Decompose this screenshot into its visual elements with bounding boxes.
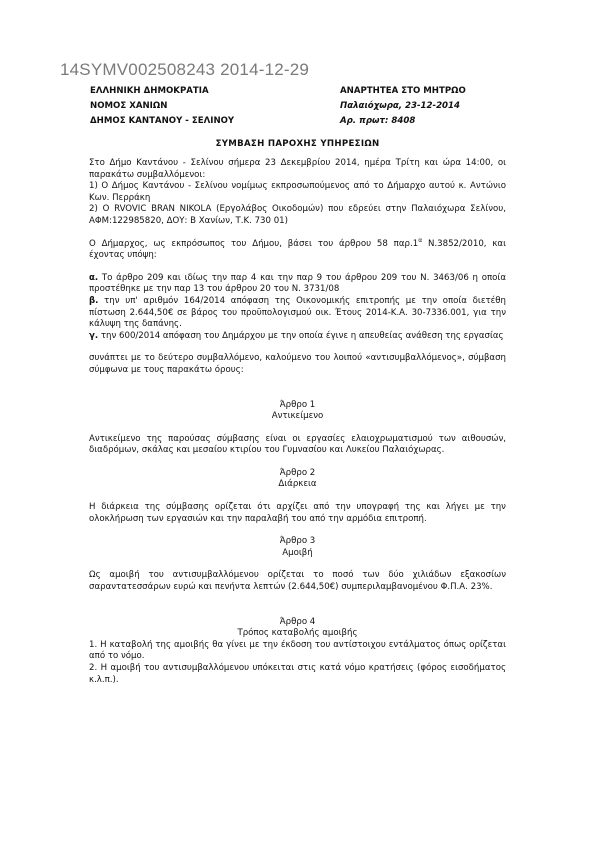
consideration-text: Το άρθρο 209 και ιδίως την παρ 4 και την παρ 9 του άρθρου 209 του Ν. 3463/06 η οποία προστέθηκε με την παρ 13 του άρθρου 20 του Ν. 3731/08 [89,272,506,295]
header-registry-note: ΑΝΑΡΤΗΤΕΑ ΣΤΟ ΜΗΤΡΩΟ [340,86,466,96]
article-1-number: Άρθρο 1 [279,399,316,410]
article-4-number: Άρθρο 4 [279,616,316,627]
issuer-header [90,84,234,129]
document-id-stamp: 14SYMV002508243 2014-12-29 [60,60,310,79]
consideration-letter: γ. [89,330,99,341]
article-2-number: Άρθρο 2 [279,467,316,478]
mayor-superscript: α [418,236,423,244]
header-date: Παλαιόχωρα, 23-12-2014 [340,101,460,111]
article-4-clause-2: 2. Η αμοιβή του αντισυμβαλλόμενου υπόκειται στις κατά νόμο κρατήσεις (φόρος εισοδήματος κ.λ.π.). [89,663,506,685]
article-1-text: Αντικείμενο της παρούσας σύμβασης είναι οι εργασίες ελαιοχρωματισμού των αιθουσών, διαδρόμων, σκάλας και μεσαίου κτιρίου του Γυμνασίου και Λυκείου Παλαιόχωρας. [89,433,506,456]
consideration-text: την 600/2014 απόφαση του Δημάρχου με την οποία έγινε η απευθείας ανάθεση της εργασίας [98,330,504,341]
mayor-text: Ο Δήμαρχος, ως εκπρόσωπος του Δήμου, βάσει του άρθρου 58 παρ.1 [89,238,419,249]
article-2-title: Διάρκεια [278,479,317,490]
header-prefecture: ΝΟΜΟΣ ΧΑΝΙΩΝ [90,101,168,111]
article-1-title: Αντικείμενο [271,411,324,422]
consideration-c [89,331,506,343]
consideration-text: την υπ' αριθμόν 164/2014 απόφαση της Οικονομικής επιτροπής με την οποία διετέθη πίστωση 2.644,50€ σε βάρος του προϋπολογισμού οικ. Έτους 2014-Κ.Α. 30-7336.001, για την κάλυψη της δαπάνης. [89,295,506,330]
article-3-text: Ως αμοιβή του αντισυμβαλλόμενου ορίζεται το ποσό των δύο χιλιάδων εξακοσίων σαραντατεσσάρων ευρώ και πενήντα λεπτών (2.644,50€) συμπεριλαμβανομένου Φ.Π.Α. 23%. [89,570,506,593]
intro-paragraph: Στο Δήμο Καντάνου - Σελίνου σήμερα 23 Δεκεμβρίου 2014, ημέρα Τρίτη και ώρα 14:00, οι παρακάτω συμβαλλόμενοι: [89,158,506,180]
document-title: ΣΥΜΒΑΣΗ ΠΑΡΟΧΗΣ ΥΠΗΡΕΣΙΩΝ [215,139,380,149]
document-body [89,158,506,686]
consideration-a [89,273,506,296]
header-municipality: ΔΗΜΟΣ ΚΑΝΤΑΝΟΥ - ΣΕΛΙΝΟΥ [90,116,235,126]
party-two: 2) Ο RVOVIC BRAN NIKOLA (Εργολάβος Οικοδομών) που εδρεύει στην Παλαιόχωρα Σελίνου, ΑΦΜ:122985820, ΔΟΥ: Β Χανίων, Τ.Κ. 730 01) [89,204,506,226]
consideration-b [89,296,506,331]
agreement-paragraph: συνάπτει με το δεύτερο συμβαλλόμενο, καλούμενο του λοιπού «αντισυμβαλλόμενος», σύμβαση σύμφωνα με τους παρακάτω όρους: [89,353,506,375]
mayor-text-end: Ν.3852/2010, και έχοντας υπόψη: [89,238,506,261]
article-2-text: Η διάρκεια της σύμβασης ορίζεται ότι αρχίζει από την υπογραφή της και λήγει με την ολοκλήρωση των εργασιών και την παραλαβή του από την αρμόδια επιτροπή. [89,502,506,524]
consideration-letter: β. [89,295,99,306]
article-4-clause-1: 1. Η καταβολή της αμοιβής θα γίνει με την έκδοση του αντίστοιχου εντάλματος όπως ορίζεται από το νόμο. [89,639,506,662]
header-protocol-number: Αρ. πρωτ: 8408 [340,116,416,126]
article-4-title: Τρόπος καταβολής αμοιβής [237,628,358,639]
party-one: 1) Ο Δήμος Καντάνου - Σελίνου νομίμως εκπροσωπούμενος από το Δήμαρχο αυτού κ. Αντώνιο Κων. Περράκη [89,181,506,203]
consideration-letter: α. [89,272,99,283]
header-republic: ΕΛΛΗΝΙΚΗ ΔΗΜΟΚΡΑΤΙΑ [90,86,209,96]
mayor-paragraph [89,236,506,262]
registry-header [340,84,466,129]
article-3-number: Άρθρο 3 [279,536,316,547]
article-3-title: Αμοιβή [282,547,313,558]
